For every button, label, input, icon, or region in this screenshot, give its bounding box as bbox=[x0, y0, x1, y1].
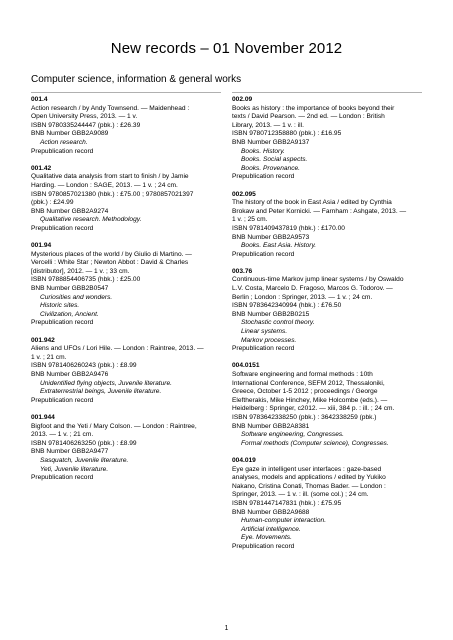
record-line: analyses, models and applications / edited by Yukiko bbox=[232, 474, 386, 482]
catalog-record bbox=[31, 414, 221, 483]
record-line: ISBN 9781409437819 (hbk.) : £170.00 bbox=[232, 224, 345, 232]
record-line: [distributor], 2012. — 1 v. ; 33 cm. bbox=[31, 267, 130, 275]
divider-right bbox=[232, 92, 422, 93]
record-line: Open University Press, 2013. — 1 v. bbox=[31, 113, 138, 121]
record-line: Eleftherakis, Mike Hinchey, Mike Holcombe (eds.). — bbox=[232, 396, 388, 404]
subject-heading: Books. Social aspects. bbox=[241, 156, 308, 164]
subject-heading: Curiosities and wonders. bbox=[40, 293, 113, 301]
record-line: ISBN 9783642338250 (pbk.) : 3642338259 (pbk.) bbox=[232, 413, 377, 421]
record-line: Harding. — London : SAGE, 2013. — 1 v. ; 24 cm. bbox=[31, 181, 178, 189]
record-line: ISBN 9780712358880 (pbk.) : £16.95 bbox=[232, 130, 342, 138]
record-line: Books as history : the importance of books beyond their bbox=[232, 104, 395, 112]
subject-heading: Civilization, Ancient. bbox=[40, 310, 99, 318]
subject-heading: Eye. Movements. bbox=[241, 534, 292, 542]
classification-number: 004.019 bbox=[232, 456, 256, 464]
classification-number: 001.42 bbox=[31, 164, 52, 172]
record-status: Prepublication record bbox=[232, 345, 295, 353]
left-column bbox=[31, 96, 221, 491]
subject-heading: Books. East Asia. History. bbox=[241, 242, 317, 250]
classification-number: 001.94 bbox=[31, 242, 52, 250]
record-line: Library, 2013. — 1 v. : ill. bbox=[232, 121, 304, 129]
subject-heading: Artificial intelligence. bbox=[241, 525, 301, 533]
record-line: ISBN 9780335244447 (pbk.) : £26.39 bbox=[31, 121, 141, 129]
record-line: ISBN 9788854406735 (hbk.) : £25.00 bbox=[31, 276, 141, 284]
record-line: Greece, October 1-5 2012 ; proceedings / George bbox=[232, 388, 378, 396]
classification-number: 001.4 bbox=[31, 96, 48, 103]
catalog-record bbox=[232, 362, 422, 448]
subject-heading: Historic sites. bbox=[40, 302, 80, 310]
record-line: Software engineering and formal methods : 10th bbox=[232, 371, 373, 378]
subject-heading: Books. Provenance. bbox=[241, 164, 301, 172]
subject-heading: Yeti, Juvenile literature. bbox=[40, 465, 109, 473]
classification-number: 002.09 bbox=[232, 96, 253, 103]
page-number: 1 bbox=[224, 625, 229, 632]
classification-number: 002.095 bbox=[232, 190, 256, 198]
subject-heading: Qualitative research. Methodology. bbox=[40, 216, 142, 224]
divider-left bbox=[31, 92, 221, 93]
record-line: International Conference, SEFM 2012, Thessaloniki, bbox=[232, 379, 385, 387]
record-line: Action research / by Andy Townsend. — Maidenhead : bbox=[31, 104, 190, 112]
record-status: Prepublication record bbox=[31, 474, 94, 482]
record-line: BNB Number GBB2B0215 bbox=[232, 310, 310, 318]
classification-number: 001.942 bbox=[31, 336, 55, 344]
subject-heading: Extraterrestrial beings, Juvenile literature. bbox=[40, 388, 162, 396]
subject-heading: Books. History. bbox=[241, 147, 285, 155]
section-heading: Computer science, information & general works bbox=[31, 74, 242, 85]
catalog-record bbox=[232, 191, 422, 260]
record-line: BNB Number GBB2A9477 bbox=[31, 448, 109, 456]
record-line: 1 v. ; 25 cm. bbox=[232, 216, 268, 224]
subject-heading: Unidentified flying objects, Juvenile literature. bbox=[40, 379, 172, 387]
record-line: Brokaw and Peter Kornicki. — Farnham : Ashgate, 2013. — bbox=[232, 207, 407, 215]
record-line: L.V. Costa, Marcelo D. Fragoso, Marcos G. Todorov. — bbox=[232, 285, 393, 293]
record-line: Nakano, Cristina Conati, Thomas Bader. — London : bbox=[232, 482, 386, 490]
record-line: Mysterious places of the world / by Giulio di Martino. — bbox=[31, 250, 192, 258]
catalog-record bbox=[232, 268, 422, 354]
record-line: Continuous-time Markov jump linear systems / by Oswaldo bbox=[232, 276, 404, 284]
subject-heading: Formal methods (Computer science), Congresses. bbox=[241, 439, 389, 447]
subject-heading: Sasquatch, Juvenile literature. bbox=[40, 456, 129, 464]
record-line: The history of the book in East Asia / edited by Cynthia bbox=[232, 199, 392, 207]
subject-heading: Markov processes. bbox=[241, 336, 297, 344]
classification-number: 004.0151 bbox=[232, 362, 260, 370]
catalog-record bbox=[31, 96, 221, 156]
record-line: Bigfoot and the Yeti / Mary Colson. — London : Raintree, bbox=[31, 422, 197, 430]
record-line: BNB Number GBB2A9089 bbox=[31, 130, 109, 138]
record-line: BNB Number GBB2A9573 bbox=[232, 233, 310, 241]
subject-heading: Stochastic control theory. bbox=[241, 319, 315, 327]
record-line: Eye gaze in intelligent user interfaces : gaze-based bbox=[232, 465, 382, 473]
catalog-record bbox=[31, 242, 221, 328]
record-line: Vercelli : White Star ; Newton Abbot : David & Charles bbox=[31, 259, 189, 267]
subject-heading: Software engineering, Congresses. bbox=[241, 431, 344, 439]
catalog-record bbox=[31, 165, 221, 234]
record-line: ISBN 9783642340994 (hbk.) : £76.50 bbox=[232, 302, 342, 310]
classification-number: 001.944 bbox=[31, 413, 55, 421]
record-line: ISBN 9781447147831 (hbk.) : £75.95 bbox=[232, 499, 342, 507]
record-line: 2013. — 1 v. ; 21 cm. bbox=[31, 431, 94, 439]
record-line: ISBN 9781406260243 (pbk.) : £8.99 bbox=[31, 362, 137, 370]
record-line: texts / David Pearson. — 2nd ed. — London : British bbox=[232, 113, 385, 121]
record-line: BNB Number GBB2A9274 bbox=[31, 207, 109, 215]
record-line: BNB Number GBB2A9688 bbox=[232, 508, 310, 516]
record-line: Springer, 2013. — 1 v. : ill. (some col.) ; 24 cm. bbox=[232, 491, 369, 499]
record-line: Berlin ; London : Springer, 2013. — 1 v. ; 24 cm. bbox=[232, 293, 373, 301]
record-line: ISBN 9780857021380 (hbk.) : £75.00 ; 9780857021397 bbox=[31, 190, 194, 198]
catalog-record bbox=[232, 96, 422, 182]
record-status: Prepublication record bbox=[31, 147, 94, 155]
record-status: Prepublication record bbox=[31, 224, 94, 232]
subject-heading: Linear systems. bbox=[241, 328, 288, 336]
record-line: Heidelberg : Springer, c2012. — xiii, 384 p. : ill. ; 24 cm. bbox=[232, 405, 395, 413]
catalog-record bbox=[31, 337, 221, 406]
record-line: 1 v. ; 21 cm. bbox=[31, 353, 67, 361]
catalog-record bbox=[232, 457, 422, 552]
record-status: Prepublication record bbox=[31, 396, 94, 404]
record-line: Qualitative data analysis from start to finish / by Jamie bbox=[31, 173, 189, 181]
record-status: Prepublication record bbox=[232, 173, 295, 181]
record-line: BNB Number GBB2A9137 bbox=[232, 138, 310, 146]
record-line: Aliens and UFOs / Lori Hile. — London : Raintree, 2013. — bbox=[31, 345, 204, 353]
page-title: New records – 01 November 2012 bbox=[110, 40, 343, 57]
record-status: Prepublication record bbox=[232, 542, 295, 550]
record-line: (pbk.) : £24.99 bbox=[31, 199, 74, 207]
record-line: BNB Number GBB2B0547 bbox=[31, 285, 109, 293]
record-line: BNB Number GBB2A8381 bbox=[232, 422, 310, 430]
classification-number: 003.76 bbox=[232, 267, 253, 275]
record-line: ISBN 9781406263250 (pbk.) : £8.99 bbox=[31, 439, 137, 447]
subject-heading: Human-computer interaction. bbox=[241, 517, 327, 525]
record-status: Prepublication record bbox=[31, 319, 94, 327]
subject-heading: Action research. bbox=[40, 138, 88, 146]
record-line: BNB Number GBB2A9476 bbox=[31, 371, 109, 378]
right-column bbox=[232, 96, 422, 560]
record-status: Prepublication record bbox=[232, 250, 295, 258]
